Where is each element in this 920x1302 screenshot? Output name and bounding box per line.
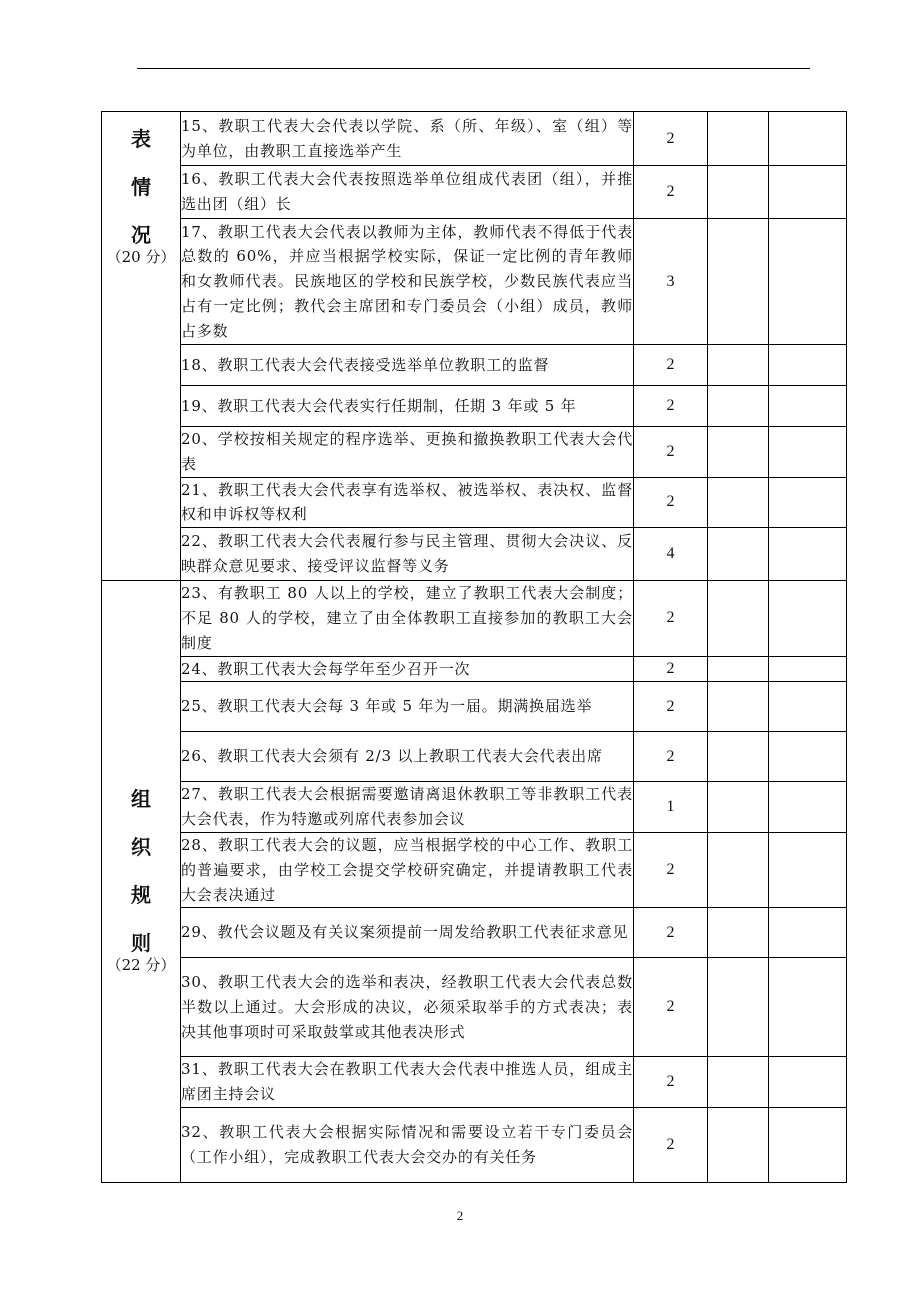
item-score: 4 [634, 528, 708, 581]
table-row [102, 832, 847, 907]
item-score: 2 [634, 1107, 708, 1182]
table-row [102, 1057, 847, 1108]
blank-cell [708, 958, 769, 1057]
item-text: 23、有教职工 80 人以上的学校，建立了教职工代表大会制度；不足 80 人的学校，建立了由全体教职工直接参加的教职工大会制度 [181, 581, 634, 656]
item-text: 22、教职工代表大会代表履行参与民主管理、贯彻大会决议、反映群众意见要求、接受评议监督等义务 [181, 528, 634, 581]
blank-cell [708, 656, 769, 682]
item-text: 20、学校按相关规定的程序选举、更换和撤换教职工代表大会代表 [181, 427, 634, 478]
blank-cell [769, 345, 847, 386]
blank-cell [769, 528, 847, 581]
blank-cell [708, 908, 769, 958]
evaluation-table [101, 111, 847, 1183]
blank-cell [769, 219, 847, 345]
blank-cell [708, 477, 769, 528]
item-text: 32、教职工代表大会根据实际情况和需要设立若干专门委员会（工作小组），完成教职工代表大会交办的有关任务 [181, 1107, 634, 1182]
item-text: 17、教职工代表大会代表以教师为主体，教师代表不得低于代表总数的 60%，并应当根据学校实际，保证一定比例的青年教师和女教师代表。民族地区的学校和民族学校，少数民族代表应当占有一定比例；教代会主席团和专门委员会（小组）成员，教师占多数 [181, 219, 634, 345]
item-text: 15、教职工代表大会代表以学院、系（所、年级）、室（组）等为单位，由教职工直接选举产生 [181, 112, 634, 166]
blank-cell [769, 477, 847, 528]
category-points: （20 分） [106, 248, 176, 266]
blank-cell [708, 581, 769, 656]
category-char: 况 [131, 223, 151, 247]
item-score: 3 [634, 219, 708, 345]
blank-cell [769, 908, 847, 958]
table-row [102, 112, 847, 166]
blank-cell [769, 581, 847, 656]
item-score: 2 [634, 832, 708, 907]
blank-cell [769, 832, 847, 907]
category-points: （22 分） [106, 955, 176, 974]
blank-cell [708, 427, 769, 478]
item-text: 19、教职工代表大会代表实行任期制，任期 3 年或 5 年 [181, 386, 634, 427]
item-text: 27、教职工代表大会根据需要邀请离退休教职工等非教职工代表大会代表，作为特邀或列席代表参加会议 [181, 782, 634, 833]
table-row [102, 1107, 847, 1182]
blank-cell [769, 732, 847, 782]
blank-cell [708, 528, 769, 581]
page-number: 2 [456, 1208, 464, 1223]
item-text: 25、教职工代表大会每 3 年或 5 年为一届。期满换届选举 [181, 682, 634, 732]
item-score: 2 [634, 166, 708, 219]
table-row [102, 345, 847, 386]
blank-cell [708, 112, 769, 166]
table-row [102, 908, 847, 958]
item-text: 29、教代会议题及有关议案须提前一周发给教职工代表征求意见 [181, 908, 634, 958]
blank-cell [708, 1057, 769, 1108]
item-text: 24、教职工代表大会每学年至少召开一次 [181, 656, 634, 682]
table-row [102, 477, 847, 528]
table-row [102, 219, 847, 345]
table-row [102, 166, 847, 219]
table-row [102, 732, 847, 782]
table-row [102, 528, 847, 581]
table-row [102, 427, 847, 478]
blank-cell [769, 166, 847, 219]
item-score: 2 [634, 581, 708, 656]
item-score: 2 [634, 732, 708, 782]
category-cell [102, 581, 181, 1183]
blank-cell [708, 219, 769, 345]
blank-cell [708, 1107, 769, 1182]
blank-cell [769, 427, 847, 478]
category-char: 规 [131, 882, 151, 907]
category-cell [102, 112, 181, 581]
blank-cell [708, 386, 769, 427]
blank-cell [769, 656, 847, 682]
item-score: 2 [634, 112, 708, 166]
item-score: 2 [634, 958, 708, 1057]
category-char: 织 [131, 834, 151, 859]
blank-cell [708, 782, 769, 833]
blank-cell [769, 386, 847, 427]
blank-cell [769, 112, 847, 166]
blank-cell [708, 345, 769, 386]
item-score: 2 [634, 656, 708, 682]
item-text: 28、教职工代表大会的议题，应当根据学校的中心工作、教职工的普遍要求，由学校工会提交学校研究确定，并提请教职工代表大会表决通过 [181, 832, 634, 907]
blank-cell [769, 1107, 847, 1182]
blank-cell [769, 782, 847, 833]
table-row [102, 682, 847, 732]
item-text: 21、教职工代表大会代表享有选举权、被选举权、表决权、监督权和申诉权等权利 [181, 477, 634, 528]
item-text: 16、教职工代表大会代表按照选举单位组成代表团（组），并推选出团（组）长 [181, 166, 634, 219]
table-row [102, 581, 847, 656]
item-score: 2 [634, 427, 708, 478]
header-rule [137, 68, 810, 69]
blank-cell [769, 682, 847, 732]
category-char: 表 [131, 127, 151, 151]
item-score: 2 [634, 386, 708, 427]
item-score: 2 [634, 1057, 708, 1108]
table-row [102, 656, 847, 682]
blank-cell [708, 732, 769, 782]
table-row [102, 386, 847, 427]
blank-cell [769, 1057, 847, 1108]
table-row [102, 958, 847, 1057]
item-score: 2 [634, 477, 708, 528]
category-char: 则 [131, 930, 151, 955]
category-char: 组 [131, 786, 151, 811]
item-text: 26、教职工代表大会须有 2/3 以上教职工代表大会代表出席 [181, 732, 634, 782]
blank-cell [769, 958, 847, 1057]
blank-cell [708, 832, 769, 907]
item-score: 2 [634, 908, 708, 958]
blank-cell [708, 682, 769, 732]
blank-cell [708, 166, 769, 219]
item-text: 30、教职工代表大会的选举和表决，经教职工代表大会代表总数半数以上通过。大会形成的决议，必须采取举手的方式表决；表决其他事项时可采取鼓掌或其他表决形式 [181, 958, 634, 1057]
item-text: 18、教职工代表大会代表接受选举单位教职工的监督 [181, 345, 634, 386]
table-row [102, 782, 847, 833]
item-text: 31、教职工代表大会在教职工代表大会代表中推选人员，组成主席团主持会议 [181, 1057, 634, 1108]
item-score: 1 [634, 782, 708, 833]
item-score: 2 [634, 682, 708, 732]
item-score: 2 [634, 345, 708, 386]
category-char: 情 [131, 175, 151, 199]
